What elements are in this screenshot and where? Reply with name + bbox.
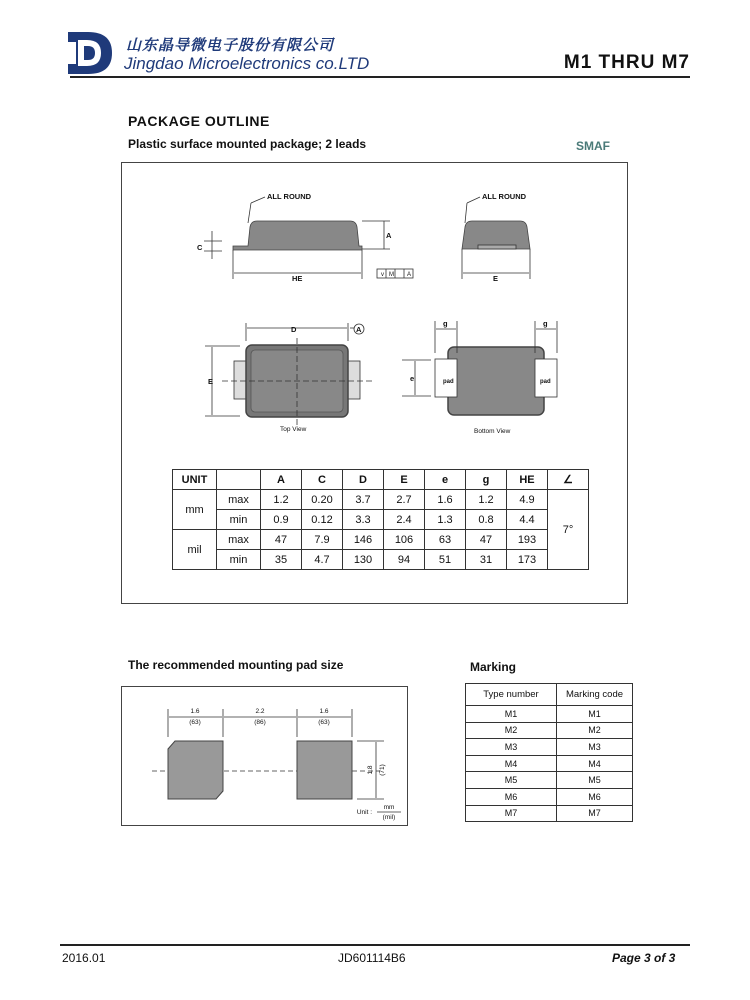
table-row [173,490,589,510]
marking-header-type: Type number [466,684,557,706]
marking-code-cell: M4 [557,755,633,772]
pad-section-title: The recommended mounting pad size [128,658,344,672]
feature-control-v: v [381,272,384,278]
dim-header-a: A [261,470,302,490]
dim-label-a-side: A [386,231,392,240]
marking-header-code: Marking code [557,684,633,706]
feature-control-m: M [389,272,394,278]
value-cell: 47 [466,530,507,550]
bottom-view-caption: Bottom View [474,428,511,435]
value-cell: 3.3 [343,510,384,530]
table-row [466,722,633,739]
table-row [466,755,633,772]
angle-cell: 7° [548,490,589,570]
dim-header-e: E [384,470,425,490]
all-round-label-side: ALL ROUND [267,192,312,201]
dim-label-c: C [197,243,203,252]
value-cell: 146 [343,530,384,550]
value-cell: 0.8 [466,510,507,530]
value-cell: 47 [261,530,302,550]
pad-width2-mm: 1.6 [319,708,329,715]
package-name: SMAF [576,139,610,153]
value-cell: 63 [425,530,466,550]
pad-gap-mm: 2.2 [255,708,265,715]
type-number-cell: M7 [466,805,557,822]
unit-cell: mm [173,490,217,530]
table-row [173,550,589,570]
value-cell: 35 [261,550,302,570]
value-cell: 1.2 [466,490,507,510]
unit-mm: mm [383,804,395,811]
marking-code-cell: M6 [557,788,633,805]
value-cell: 2.4 [384,510,425,530]
value-cell: 0.9 [261,510,302,530]
value-cell: 4.9 [507,490,548,510]
type-number-cell: M3 [466,739,557,756]
dim-label-g-left: g [443,319,448,328]
marking-table [465,683,633,822]
dim-header-d: D [343,470,384,490]
unit-label: Unit : [356,809,372,816]
package-outline-drawing [122,163,627,463]
top-view-caption: Top View [280,426,307,433]
datum-label-a: A [356,325,362,334]
pad-width-mil: (63) [189,719,201,726]
dim-header-e-pitch: e [425,470,466,490]
company-name-en: Jingdao Microelectronics co.LTD [124,54,370,73]
marking-code-cell: M7 [557,805,633,822]
table-row [466,805,633,822]
footer-date: 2016.01 [62,951,106,965]
pad-width2-mil: (63) [318,719,330,726]
value-cell: 173 [507,550,548,570]
marking-code-cell: M1 [557,706,633,723]
limit-cell: min [217,510,261,530]
pad-gap-mil: (86) [254,719,266,726]
section-title: PACKAGE OUTLINE [128,113,270,129]
document-title: M1 THRU M7 [563,52,690,73]
value-cell: 130 [343,550,384,570]
footer-page-number: Page 3 of 3 [612,951,676,965]
value-cell: 1.2 [261,490,302,510]
type-number-cell: M2 [466,722,557,739]
marking-code-cell: M2 [557,722,633,739]
limit-cell: max [217,530,261,550]
mounting-pad-drawing [122,687,407,825]
dim-header-g: g [466,470,507,490]
value-cell: 51 [425,550,466,570]
all-round-label-end: ALL ROUND [482,192,527,201]
marking-code-cell: M5 [557,772,633,789]
type-number-cell: M6 [466,788,557,805]
dim-label-g-right: g [543,319,548,328]
feature-control-a: A [407,272,412,278]
pad-label-left: pad [443,379,454,385]
value-cell: 3.7 [343,490,384,510]
dim-label-d: D [291,325,297,334]
dim-label-e-end: E [493,274,499,283]
dimension-table [172,469,589,570]
value-cell: 1.6 [425,490,466,510]
value-cell: 1.3 [425,510,466,530]
value-cell: 106 [384,530,425,550]
package-subtitle: Plastic surface mounted package; 2 leads [128,137,367,151]
pad-label-right: pad [540,379,551,385]
value-cell: 2.7 [384,490,425,510]
limit-cell: min [217,550,261,570]
limit-cell: max [217,490,261,510]
value-cell: 0.20 [302,490,343,510]
footer-document-code: JD601114B6 [338,951,406,965]
dim-header-angle: ∠ [548,470,589,490]
value-cell: 193 [507,530,548,550]
type-number-cell: M5 [466,772,557,789]
dim-label-he: HE [292,274,303,283]
dim-header-c: C [302,470,343,490]
marking-section-title: Marking [470,660,517,674]
dim-header-blank [217,470,261,490]
value-cell: 0.12 [302,510,343,530]
value-cell: 4.7 [302,550,343,570]
table-row [173,510,589,530]
table-row [466,788,633,805]
value-cell: 94 [384,550,425,570]
pad-height-mil: (71) [379,764,386,776]
unit-cell: mil [173,530,217,570]
company-logo [66,30,116,76]
pad-width-mm: 1.6 [190,708,200,715]
package-outline-box [121,162,628,604]
type-number-cell: M4 [466,755,557,772]
footer-divider [60,944,690,946]
company-name-cn: 山东晶导微电子股份有限公司 [126,36,335,54]
table-row [466,706,633,723]
mounting-pad-box [121,686,408,826]
unit-mil: (mil) [382,814,396,821]
dim-header-he: HE [507,470,548,490]
header-divider [70,76,690,78]
value-cell: 4.4 [507,510,548,530]
dim-label-e-top: E [208,377,214,386]
table-row [466,772,633,789]
table-row [466,739,633,756]
dim-label-e-pitch: e [410,374,415,383]
value-cell: 31 [466,550,507,570]
dim-header-unit: UNIT [173,470,217,490]
type-number-cell: M1 [466,706,557,723]
pad-height-mm: 1.8 [367,765,374,775]
value-cell: 7.9 [302,530,343,550]
table-row [173,530,589,550]
marking-code-cell: M3 [557,739,633,756]
